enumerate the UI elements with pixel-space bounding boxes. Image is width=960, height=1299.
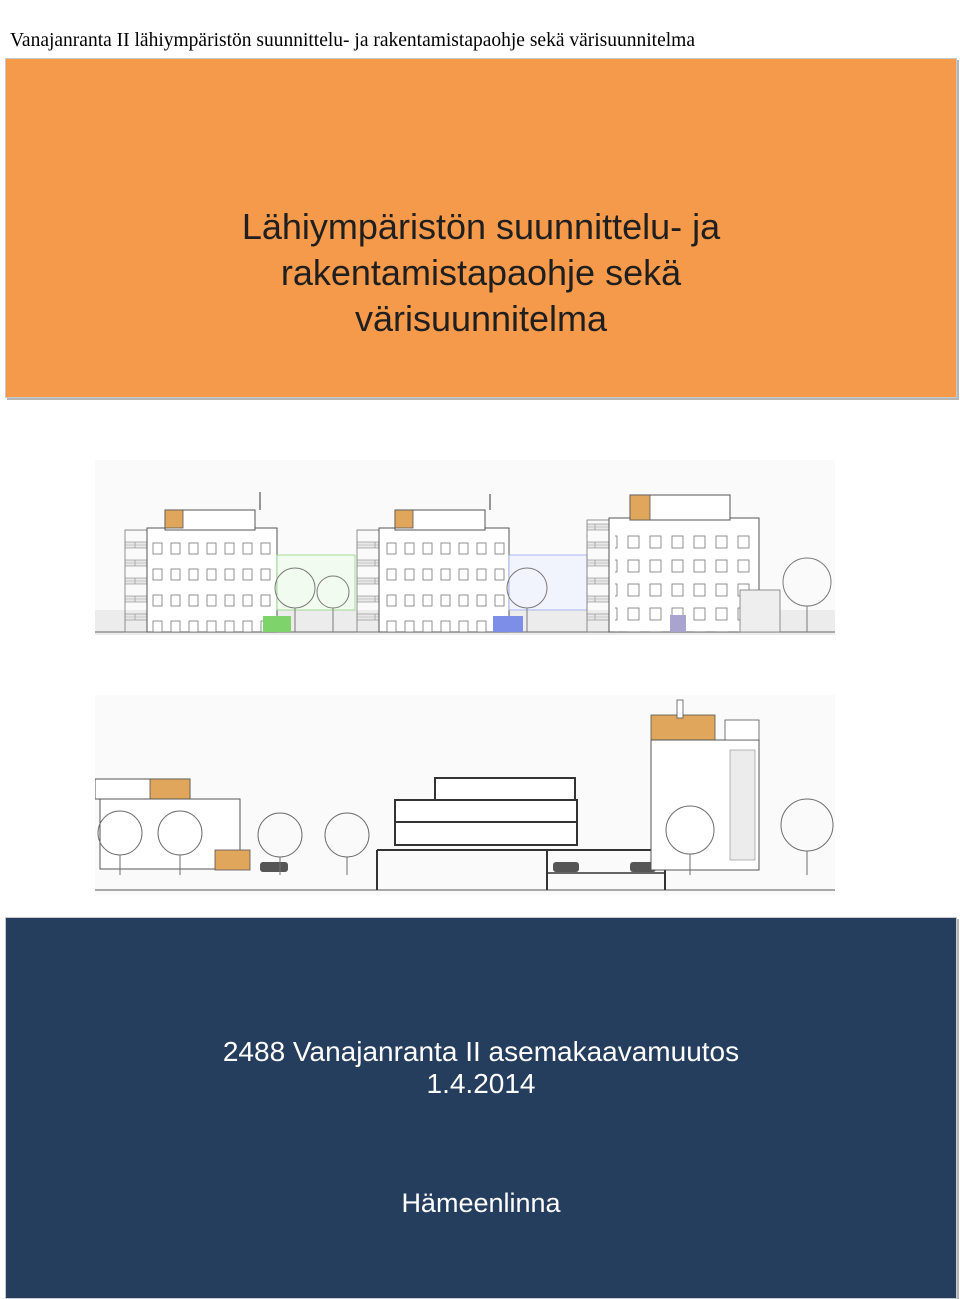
plan-date: 1.4.2014: [426, 1068, 536, 1099]
running-header: Vanajanranta II lähiympäristön suunnittelu- ja rakentamistapaohje sekä värisuunnitelma: [10, 30, 695, 51]
title-line-2: rakentamistapaohje sekä: [280, 252, 682, 293]
title-band: [5, 58, 957, 398]
right-tower: [651, 700, 759, 870]
title-line-3: värisuunnitelma: [354, 298, 608, 339]
document-title: [6, 204, 956, 342]
city-name: Hämeenlinna: [401, 1188, 561, 1218]
section-drawing: [95, 695, 835, 895]
street-elevation-drawing: [95, 460, 835, 635]
footer-band: [5, 917, 957, 1299]
title-line-1: Lähiympäristön suunnittelu- ja: [241, 206, 721, 247]
plan-name: 2488 Vanajanranta II asemakaavamuutos: [222, 1036, 740, 1067]
plan-info: [6, 1036, 956, 1100]
